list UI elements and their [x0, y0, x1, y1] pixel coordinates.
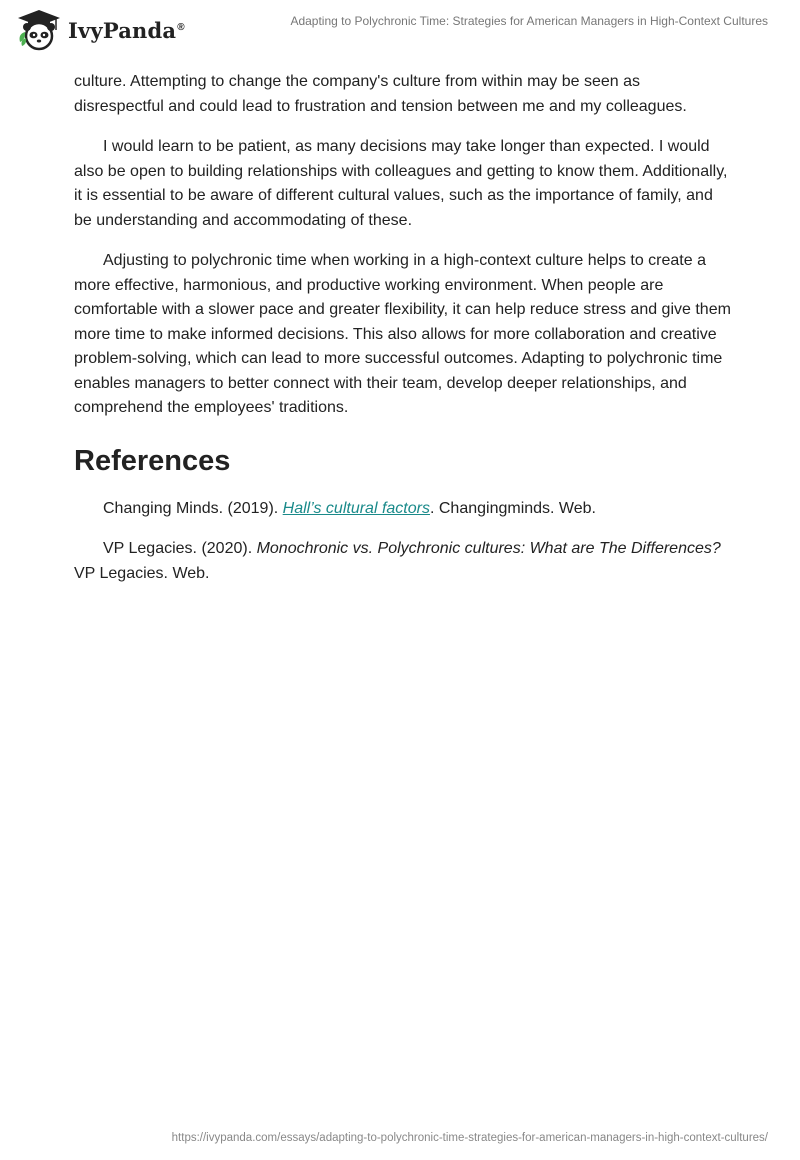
reference-item: Changing Minds. (2019). Hall’s cultural factors. Changingminds. Web.	[103, 499, 596, 517]
page-url: https://ivypanda.com/essays/adapting-to-polychronic-time-strategies-for-american-managers-in-high-context-cultures/	[171, 1132, 768, 1144]
page-header	[0, 0, 800, 60]
logo-text: IvyPanda®	[68, 17, 185, 43]
reference-item: VP Legacies. (2020). Monochronic vs. Polychronic cultures: What are The Differences? VP Legacies. Web.	[74, 540, 721, 582]
paragraph: culture. Attempting to change the company's culture from within may be seen as disrespectful and could lead to frustration and tension between me and my colleagues.	[74, 73, 687, 115]
essay-content	[74, 70, 734, 602]
reference-link[interactable]: Hall’s cultural factors	[282, 499, 430, 517]
reference-title: Monochronic vs. Polychronic cultures: What are The Differences?	[256, 540, 721, 557]
panda-graduation-icon	[16, 8, 62, 52]
paragraph: I would learn to be patient, as many decisions may take longer than expected. I would also be open to building relationships with colleagues and getting to know them. Additionally, it is essential to be aware of different cultural values, such as the importance of family, and be understanding and accommodating of these.	[74, 138, 728, 229]
document-title: Adapting to Polychronic Time: Strategies for American Managers in High-Context Cultures	[290, 14, 768, 28]
ivypanda-logo[interactable]	[16, 8, 185, 52]
references-heading: References	[74, 444, 231, 477]
paragraph: Adjusting to polychronic time when working in a high-context culture helps to create a more effective, harmonious, and productive working environment. When people are comfortable with a slower pace and greater flexibility, it can help reduce stress and give them more time to make informed decisions. This also allows for more collaboration and creative problem-solving, which can lead to more successful outcomes. Adapting to polychronic time enables managers to better connect with their team, develop deeper relationships, and comprehend the employees' traditions.	[74, 252, 731, 416]
